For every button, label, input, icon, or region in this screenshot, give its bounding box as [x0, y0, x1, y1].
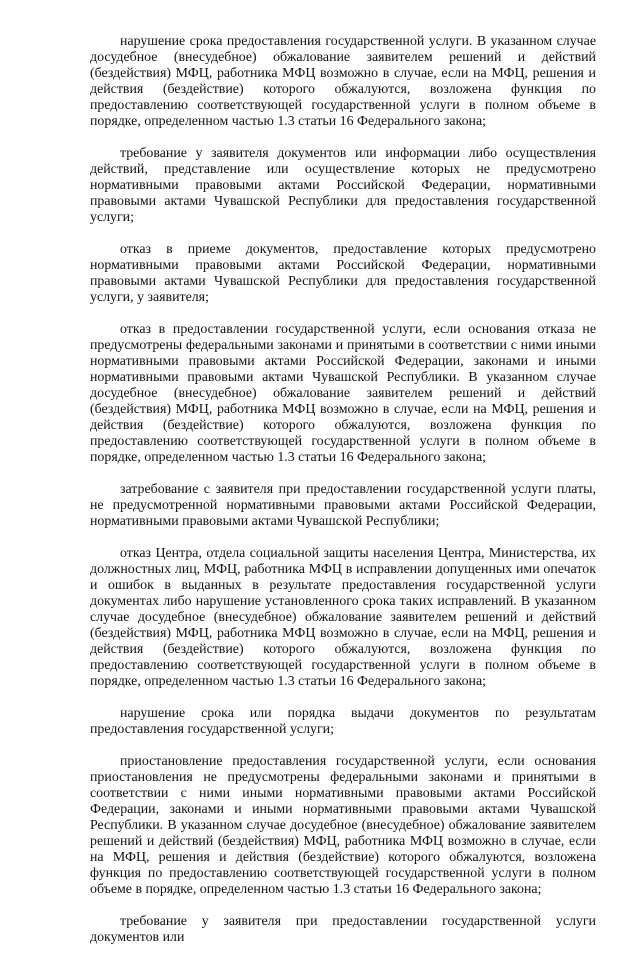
- paragraph-4: отказ в предоставлении государственной услуги, если основания отказа не предусмотрены федеральными законами и принятыми в соответствии с ними иными нормативными правовыми актами Российской Федерации, законами и иными нормативными правовыми актами Чувашской Республики. В указанном случае досудебное (внесудебное) обжалование заявителем решений и действий (бездействия) МФЦ, работника МФЦ возможно в случае, если на МФЦ, решения и действия (бездействие) которого обжалуются, возложена функция по предоставлению соответствующей государственной услуги в полном объеме в порядке, определенном частью 1.3 статьи 16 Федерального закона;: [90, 322, 596, 465]
- paragraph-8: приостановление предоставления государственной услуги, если основания приостановления не предусмотрены федеральными законами и принятыми в соответствии с ними иными нормативными правовыми актами Российской Федерации, законами и иными нормативными правовыми актами Чувашской Республики. В указанном случае досудебное (внесудебное) обжалование заявителем решений и действий (бездействия) МФЦ, работника МФЦ возможно в случае, если на МФЦ, решения и действия (бездействие) которого обжалуются, возложена функция по предоставлению соответствующей государственной услуги в полном объеме в порядке, определенном частью 1.3 статьи 16 Федерального закона;: [90, 754, 596, 897]
- paragraph-6: отказ Центра, отдела социальной защиты населения Центра, Министерства, их должностных лиц, МФЦ, работника МФЦ в исправлении допущенных ими опечаток и ошибок в выданных в результате предоставления государственной услуги документах либо нарушение установленного срока таких исправлений. В указанном случае досудебное (внесудебное) обжалование заявителем решений и действий (бездействия) МФЦ, работника МФЦ возможно в случае, если на МФЦ, решения и действия (бездействие) которого обжалуются, возложена функция по предоставлению соответствующей государственной услуги в полном объеме в порядке, определенном частью 1.3 статьи 16 Федерального закона;: [90, 546, 596, 689]
- paragraph-3: отказ в приеме документов, предоставление которых предусмотрено нормативными правовыми актами Российской Федерации, нормативными правовыми актами Чувашской Республики для предоставления государственной услуги, у заявителя;: [90, 242, 596, 305]
- paragraph-9: требование у заявителя при предоставлении государственной услуги документов или: [90, 914, 596, 945]
- paragraph-7: нарушение срока или порядка выдачи документов по результатам предоставления государственной услуги;: [90, 706, 596, 737]
- paragraph-2: требование у заявителя документов или информации либо осуществления действий, представление или осуществление которых не предусмотрено нормативными правовыми актами Российской Федерации, нормативными правовыми актами Чувашской Республики для предоставления государственной услуги;: [90, 146, 596, 225]
- paragraph-1: нарушение срока предоставления государственной услуги. В указанном случае досудебное (внесудебное) обжалование заявителем решений и действий (бездействия) МФЦ, работника МФЦ возможно в случае, если на МФЦ, решения и действия (бездействие) которого обжалуются, возложена функция по предоставлению соответствующей государственной услуги в полном объеме в порядке, определенном частью 1.3 статьи 16 Федерального закона;: [90, 34, 596, 129]
- document-body: [90, 34, 596, 962]
- paragraph-5: затребование с заявителя при предоставлении государственной услуги платы, не предусмотренной нормативными правовыми актами Российской Федерации, нормативными правовыми актами Чувашской Республики;: [90, 482, 596, 529]
